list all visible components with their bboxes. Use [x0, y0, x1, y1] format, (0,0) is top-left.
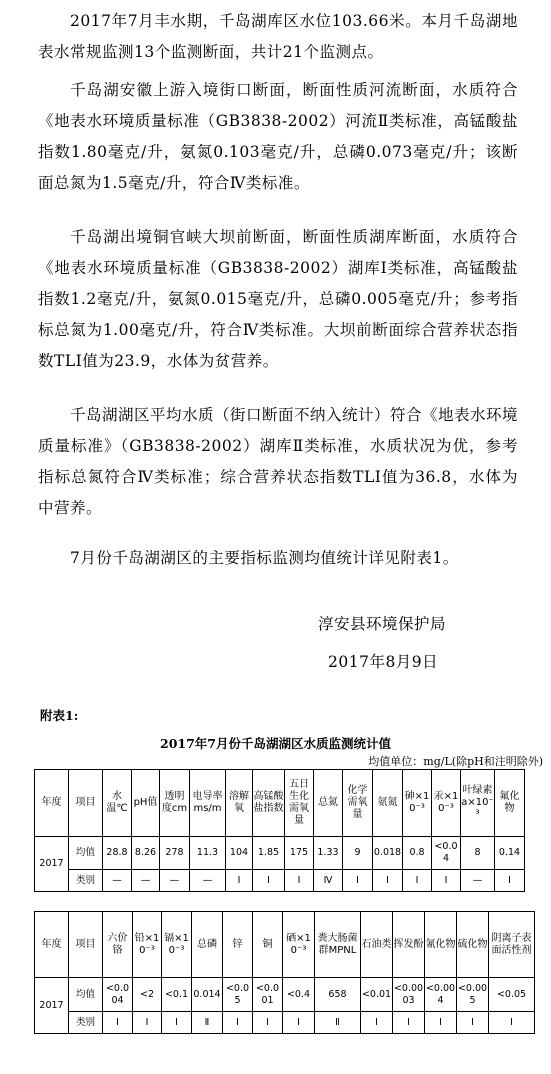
table2-mean-cell: <0.05: [223, 978, 253, 1012]
jiekou-section-paragraph: 千岛湖安徽上游入境街口断面，断面性质河流断面，水质符合《地表水环境质量标准（GB3838-2002）河流Ⅱ类标准，高锰酸盐指数1.80毫克/升，氨氮0.103毫克/升，总磷0.073毫克/升；该断面总氮为1.5毫克/升，符合Ⅳ类标准。: [38, 81, 518, 192]
table1-mean-cell: 0.8: [403, 837, 432, 870]
table1-col-header: 水温℃: [103, 770, 132, 837]
table2-item-header: 项目: [69, 912, 103, 978]
appendix-title: 2017年7月份千岛湖湖区水质监测统计值: [160, 736, 391, 751]
table1-col-header: 高锰酸盐指数: [253, 770, 285, 837]
table2-class-cell: Ⅰ: [425, 1012, 457, 1034]
intro-paragraph: 2017年7月丰水期，千岛湖库区水位103.66米。本月千岛湖地表水常规监测13个监测断面，共计21个监测点。: [38, 12, 518, 61]
table1-mean-cell: 1.33: [314, 837, 343, 870]
table1-mean-cell: 0.14: [495, 837, 525, 870]
table1-mean-cell: 175: [285, 837, 314, 870]
summary-paragraph: 7月份千岛湖湖区的主要指标监测均值统计详见附表1。: [70, 549, 459, 567]
dam-section-paragraph: 千岛湖出境铜官峡大坝前断面，断面性质湖库断面，水质符合《地表水环境质量标准（GB3838-2002）湖库Ⅰ类标准，高锰酸盐指数1.2毫克/升，氨氮0.015毫克/升，总磷0.005毫克/升；参考指标总氮为1.00毫克/升，符合Ⅳ类标准。大坝前断面综合营养状态指数TLI值为23.9，水体为贫营养。: [38, 228, 518, 370]
table1-class-cell: Ⅰ: [226, 870, 253, 892]
appendix-label: 附表1:: [40, 708, 79, 723]
table1-class-cell: —: [132, 870, 160, 892]
table1-col-header: pH值: [132, 770, 160, 837]
table2-col-header: 六价铬: [103, 912, 133, 978]
table1-class-cell: Ⅰ: [432, 870, 461, 892]
table1-col-header: 透明度cm: [160, 770, 190, 837]
table1-mean-cell: 8.26: [132, 837, 160, 870]
table1-class-label: 类别: [69, 870, 103, 892]
table2-mean-cell: <0.005: [457, 978, 489, 1012]
table1-mean-cell: 28.8: [103, 837, 132, 870]
table2-class-cell: Ⅰ: [223, 1012, 253, 1034]
table1-class-cell: Ⅰ: [495, 870, 525, 892]
table1-col-header: 总氮: [314, 770, 343, 837]
table2-class-cell: Ⅰ: [457, 1012, 489, 1034]
table2-class-cell: Ⅰ: [489, 1012, 535, 1034]
table2-mean-cell: <0.1: [162, 978, 192, 1012]
table2-col-header: 总磷: [192, 912, 223, 978]
water-quality-table-2: [34, 911, 535, 1034]
table1-col-header: 化学需氧量: [343, 770, 373, 837]
table2-col-header: 硒×10⁻³: [283, 912, 315, 978]
table2-class-cell: Ⅰ: [361, 1012, 393, 1034]
table2-col-header: 石油类: [361, 912, 393, 978]
table2-class-cell: Ⅱ: [315, 1012, 361, 1034]
table1-year-header: 年度: [35, 770, 69, 837]
table1-class-cell: —: [103, 870, 132, 892]
table1-class-cell: Ⅰ: [285, 870, 314, 892]
table1-mean-cell: 104: [226, 837, 253, 870]
table2-class-cell: Ⅰ: [393, 1012, 425, 1034]
table2-mean-cell: <0.004: [103, 978, 133, 1012]
table2-class-cell: Ⅰ: [103, 1012, 133, 1034]
table2-class-cell: Ⅰ: [283, 1012, 315, 1034]
table1-mean-cell: 8: [461, 837, 495, 870]
unit-note: 均值单位：mg/L(除pH和注明除外): [368, 755, 543, 768]
table2-col-header: 镉×10⁻³: [162, 912, 192, 978]
table2-year-header: 年度: [35, 912, 69, 978]
table1-mean-cell: 9: [343, 837, 373, 870]
table1-class-cell: —: [461, 870, 495, 892]
table2-mean-label: 均值: [69, 978, 103, 1012]
table2-mean-cell: <0.4: [283, 978, 315, 1012]
table1-col-header: 五日生化需氧量: [285, 770, 314, 837]
lake-average-paragraph: 千岛湖湖区平均水质（街口断面不纳入统计）符合《地表水环境质量标准》（GB3838-2002）湖库Ⅱ类标准，水质状况为优，参考指标总氮符合Ⅳ类标准；综合营养状态指数TLI值为36.8，水体为中营养。: [38, 406, 519, 517]
table2-class-cell: Ⅰ: [133, 1012, 162, 1034]
table1-col-header: 氨氮: [373, 770, 403, 837]
table1-col-header: 汞×10⁻³: [432, 770, 461, 837]
table1-mean-cell: 1.85: [253, 837, 285, 870]
table1-mean-cell: 11.3: [190, 837, 226, 870]
table1-item-header: 项目: [69, 770, 103, 837]
table2-col-header: 锌: [223, 912, 253, 978]
table1-class-cell: Ⅳ: [314, 870, 343, 892]
table1-class-cell: —: [160, 870, 190, 892]
table1-class-cell: —: [190, 870, 226, 892]
table2-year-cell: 2017: [35, 978, 69, 1034]
table2-mean-cell: <0.05: [489, 978, 535, 1012]
table2-col-header: 铅×10⁻³: [133, 912, 162, 978]
table1-col-header: 砷×10⁻³: [403, 770, 432, 837]
table2-mean-cell: <0.004: [425, 978, 457, 1012]
table2-mean-cell: 0.014: [192, 978, 223, 1012]
table2-col-header: 氰化物: [425, 912, 457, 978]
table1-mean-cell: 0.018: [373, 837, 403, 870]
table1-class-cell: Ⅰ: [343, 870, 373, 892]
table1-year-cell: 2017: [35, 837, 69, 892]
table2-class-label: 类别: [69, 1012, 103, 1034]
table2-col-header: 挥发酚: [393, 912, 425, 978]
table1-mean-cell: 278: [160, 837, 190, 870]
table2-class-cell: Ⅰ: [162, 1012, 192, 1034]
table1-mean-label: 均值: [69, 837, 103, 870]
table2-mean-cell: <0.001: [253, 978, 283, 1012]
table2-mean-cell: <0.01: [361, 978, 393, 1012]
table1-col-header: 氟化物: [495, 770, 525, 837]
table1-col-header: 电导率ms/m: [190, 770, 226, 837]
table2-class-cell: Ⅱ: [192, 1012, 223, 1034]
table2-col-header: 阴离子表面活性剂: [489, 912, 535, 978]
table1-col-header: 叶绿素a×10⁻³: [461, 770, 495, 837]
table1-class-cell: Ⅰ: [253, 870, 285, 892]
signature-date: 2017年8月9日: [328, 653, 439, 671]
table2-mean-cell: 658: [315, 978, 361, 1012]
table2-class-cell: Ⅰ: [253, 1012, 283, 1034]
table1-mean-cell: <0.04: [432, 837, 461, 870]
table2-mean-cell: <0.0003: [393, 978, 425, 1012]
table1-class-cell: Ⅰ: [373, 870, 403, 892]
table2-col-header: 粪大肠菌群MPNL: [315, 912, 361, 978]
table2-col-header: 硫化物: [457, 912, 489, 978]
signature-org: 淳安县环境保护局: [318, 615, 447, 633]
table2-mean-cell: <2: [133, 978, 162, 1012]
table2-col-header: 铜: [253, 912, 283, 978]
water-quality-table-1: [34, 769, 525, 892]
table1-class-cell: Ⅰ: [403, 870, 432, 892]
table1-col-header: 溶解氧: [226, 770, 253, 837]
